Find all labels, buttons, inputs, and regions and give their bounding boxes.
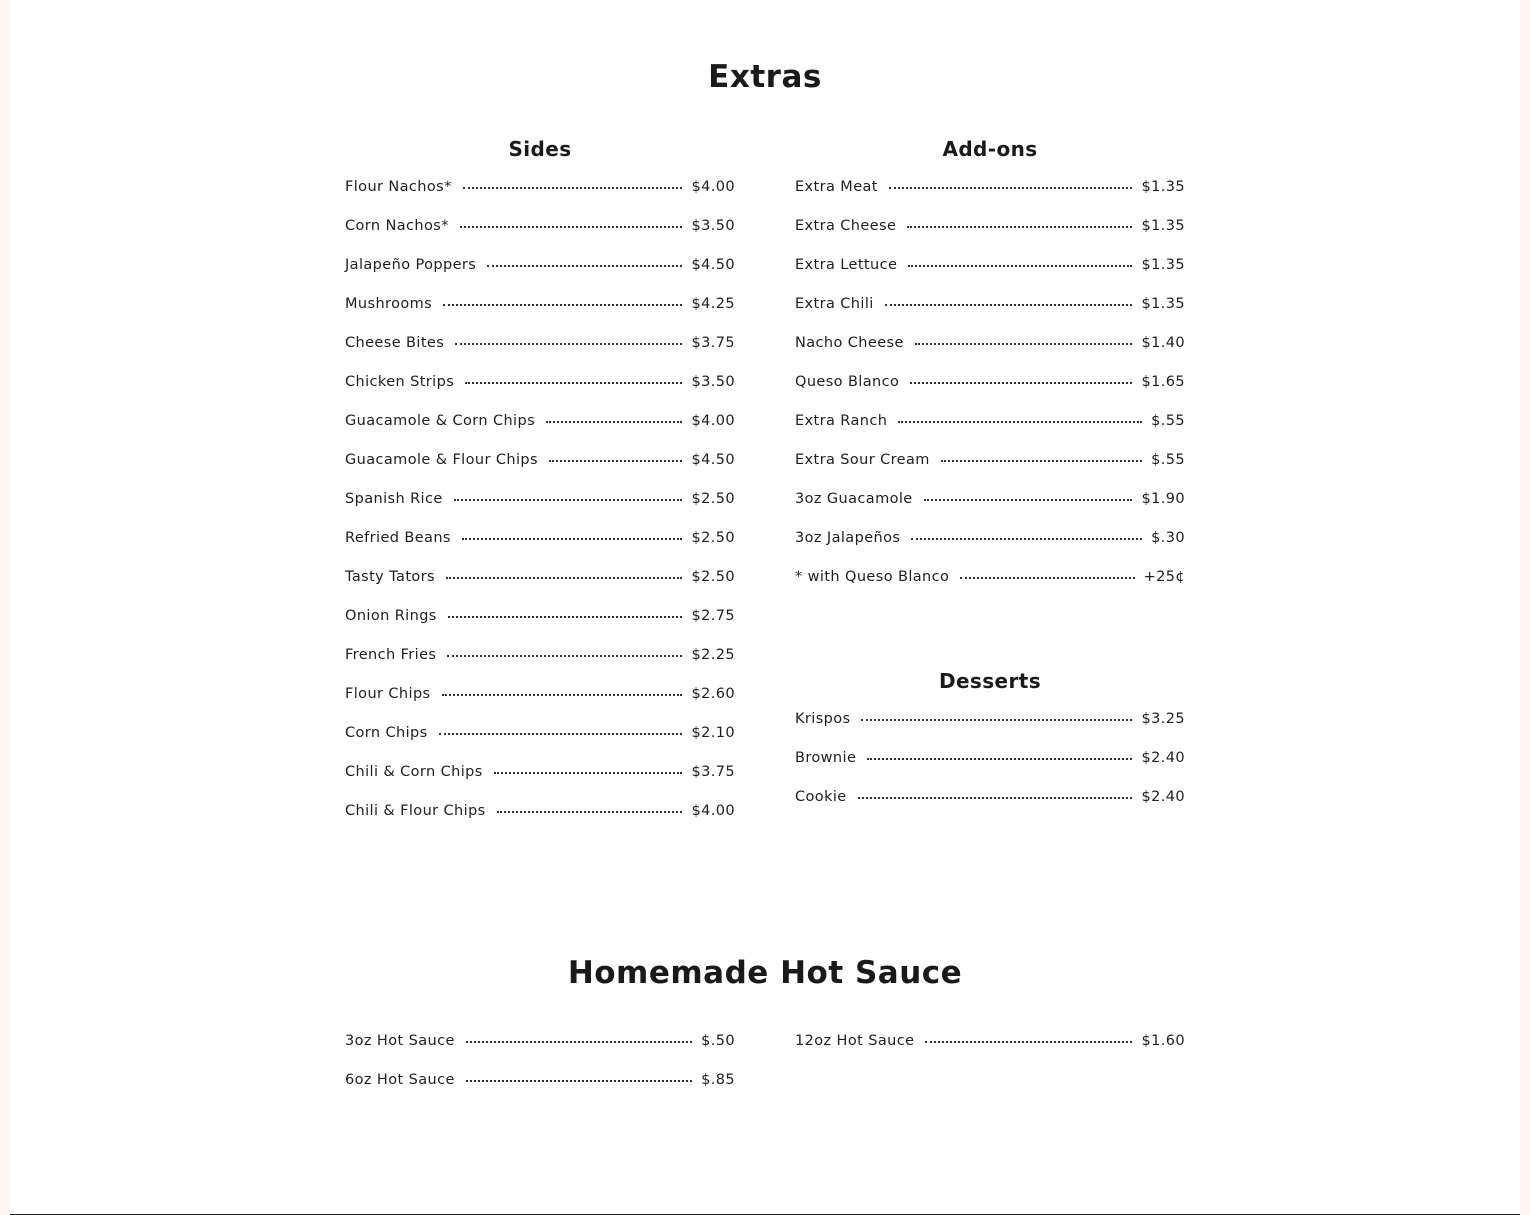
item-price: $.85 — [701, 1072, 735, 1088]
item-name: French Fries — [345, 647, 437, 663]
hot-sauce-right-column — [795, 1033, 1185, 1072]
menu-item — [795, 750, 1185, 789]
item-price: $2.75 — [691, 608, 735, 624]
menu-item — [795, 374, 1185, 413]
item-price: $1.35 — [1141, 218, 1185, 234]
menu-item — [795, 1033, 1185, 1072]
item-price: $.55 — [1151, 413, 1185, 429]
dot-leader — [941, 460, 1142, 462]
menu-item — [345, 452, 735, 491]
menu-page — [10, 0, 1520, 1215]
dot-leader — [462, 538, 683, 540]
menu-item — [795, 296, 1185, 335]
dot-leader — [924, 499, 1133, 501]
dot-leader — [443, 304, 682, 306]
menu-item — [345, 764, 735, 803]
item-name: Brownie — [795, 750, 857, 766]
item-price: $4.00 — [691, 179, 735, 195]
dot-leader — [465, 382, 682, 384]
menu-item — [345, 803, 735, 842]
item-name: Corn Nachos* — [345, 218, 449, 234]
item-price: $1.65 — [1141, 374, 1185, 390]
extras-title: Extras — [708, 59, 822, 95]
item-price: $1.60 — [1141, 1033, 1185, 1049]
menu-item — [345, 374, 735, 413]
sides-column — [345, 137, 735, 842]
menu-item — [795, 452, 1185, 491]
dot-leader — [898, 421, 1142, 423]
item-price: $3.75 — [691, 764, 735, 780]
dot-leader — [910, 382, 1132, 384]
menu-item — [345, 491, 735, 530]
item-name: 3oz Jalapeños — [795, 530, 901, 546]
dot-leader — [446, 577, 682, 579]
item-name: Guacamole & Corn Chips — [345, 413, 536, 429]
menu-item — [795, 257, 1185, 296]
dot-leader — [497, 811, 683, 813]
dot-leader — [861, 719, 1132, 721]
item-name: Extra Ranch — [795, 413, 888, 429]
item-name: 3oz Guacamole — [795, 491, 913, 507]
item-price: $3.75 — [691, 335, 735, 351]
dot-leader — [439, 733, 683, 735]
item-name: Extra Lettuce — [795, 257, 898, 273]
item-name: Extra Chili — [795, 296, 874, 312]
item-price: $4.00 — [691, 413, 735, 429]
item-name: 12oz Hot Sauce — [795, 1033, 915, 1049]
item-price: $1.35 — [1141, 296, 1185, 312]
item-name: Refried Beans — [345, 530, 451, 546]
dot-leader — [455, 343, 682, 345]
dot-leader — [487, 265, 682, 267]
dot-leader — [858, 797, 1133, 799]
menu-item — [795, 569, 1185, 608]
item-price: +25¢ — [1143, 569, 1185, 585]
item-name: Flour Chips — [345, 686, 431, 702]
item-price: $3.50 — [691, 374, 735, 390]
item-name: Nacho Cheese — [795, 335, 904, 351]
dot-leader — [907, 226, 1132, 228]
dot-leader — [442, 694, 683, 696]
item-price: $3.25 — [1141, 711, 1185, 727]
dot-leader — [915, 343, 1133, 345]
addons-title: Add-ons — [942, 137, 1038, 161]
hot-sauce-title: Homemade Hot Sauce — [567, 955, 963, 991]
dot-leader — [546, 421, 682, 423]
menu-item — [345, 530, 735, 569]
menu-item — [345, 1033, 735, 1072]
menu-item — [795, 711, 1185, 750]
desserts-column — [795, 669, 1185, 828]
addons-list — [795, 179, 1185, 608]
desserts-title: Desserts — [938, 669, 1042, 693]
menu-item — [345, 218, 735, 257]
item-price: $2.50 — [691, 530, 735, 546]
hot-sauce-left-list — [345, 1033, 735, 1111]
dot-leader — [460, 226, 683, 228]
dot-leader — [466, 1041, 692, 1043]
sides-title: Sides — [508, 137, 572, 161]
item-price: $4.25 — [691, 296, 735, 312]
menu-item — [345, 296, 735, 335]
item-name: Corn Chips — [345, 725, 428, 741]
item-name: Chili & Corn Chips — [345, 764, 483, 780]
item-name: Krispos — [795, 711, 851, 727]
menu-item — [795, 413, 1185, 452]
item-name: 6oz Hot Sauce — [345, 1072, 455, 1088]
item-price: $3.50 — [691, 218, 735, 234]
menu-item — [345, 179, 735, 218]
item-name: Chicken Strips — [345, 374, 455, 390]
item-name: Extra Sour Cream — [795, 452, 930, 468]
menu-item — [795, 335, 1185, 374]
item-price: $.30 — [1151, 530, 1185, 546]
dot-leader — [889, 187, 1133, 189]
item-name: Spanish Rice — [345, 491, 443, 507]
item-name: * with Queso Blanco — [795, 569, 950, 585]
item-price: $2.10 — [691, 725, 735, 741]
dot-leader — [454, 499, 683, 501]
dot-leader — [925, 1041, 1132, 1043]
dot-leader — [911, 538, 1142, 540]
menu-item — [345, 257, 735, 296]
dot-leader — [908, 265, 1132, 267]
item-name: Flour Nachos* — [345, 179, 452, 195]
item-price: $4.00 — [691, 803, 735, 819]
dot-leader — [494, 772, 683, 774]
item-name: Guacamole & Flour Chips — [345, 452, 538, 468]
item-price: $2.60 — [691, 686, 735, 702]
item-name: Cheese Bites — [345, 335, 445, 351]
dot-leader — [447, 655, 682, 657]
menu-item — [795, 218, 1185, 257]
item-name: Onion Rings — [345, 608, 437, 624]
item-name: Extra Cheese — [795, 218, 897, 234]
item-name: Cookie — [795, 789, 847, 805]
item-name: Tasty Tators — [345, 569, 435, 585]
dot-leader — [463, 187, 683, 189]
item-price: $4.50 — [691, 257, 735, 273]
item-name: Chili & Flour Chips — [345, 803, 486, 819]
item-name: 3oz Hot Sauce — [345, 1033, 455, 1049]
item-name: Mushrooms — [345, 296, 433, 312]
item-name: Extra Meat — [795, 179, 878, 195]
desserts-list — [795, 711, 1185, 828]
dot-leader — [960, 577, 1134, 579]
item-price: $2.40 — [1141, 750, 1185, 766]
hot-sauce-right-list — [795, 1033, 1185, 1072]
item-price: $.50 — [701, 1033, 735, 1049]
item-price: $1.90 — [1141, 491, 1185, 507]
menu-item — [345, 725, 735, 764]
menu-item — [345, 686, 735, 725]
menu-item — [345, 608, 735, 647]
menu-item — [795, 491, 1185, 530]
menu-item — [345, 335, 735, 374]
item-price: $2.50 — [691, 569, 735, 585]
dot-leader — [867, 758, 1132, 760]
addons-column — [795, 137, 1185, 608]
dot-leader — [448, 616, 683, 618]
item-price: $2.50 — [691, 491, 735, 507]
hot-sauce-left-column — [345, 1033, 735, 1111]
menu-item — [795, 789, 1185, 828]
menu-item — [345, 569, 735, 608]
item-price: $2.40 — [1141, 789, 1185, 805]
item-price: $4.50 — [691, 452, 735, 468]
item-price: $1.35 — [1141, 257, 1185, 273]
item-price: $.55 — [1151, 452, 1185, 468]
item-name: Queso Blanco — [795, 374, 900, 390]
menu-item — [345, 1072, 735, 1111]
item-price: $1.40 — [1141, 335, 1185, 351]
sides-list — [345, 179, 735, 842]
dot-leader — [549, 460, 683, 462]
menu-item — [345, 647, 735, 686]
dot-leader — [885, 304, 1133, 306]
dot-leader — [466, 1080, 692, 1082]
menu-item — [345, 413, 735, 452]
item-price: $1.35 — [1141, 179, 1185, 195]
item-name: Jalapeño Poppers — [345, 257, 477, 273]
menu-item — [795, 179, 1185, 218]
item-price: $2.25 — [691, 647, 735, 663]
menu-item — [795, 530, 1185, 569]
